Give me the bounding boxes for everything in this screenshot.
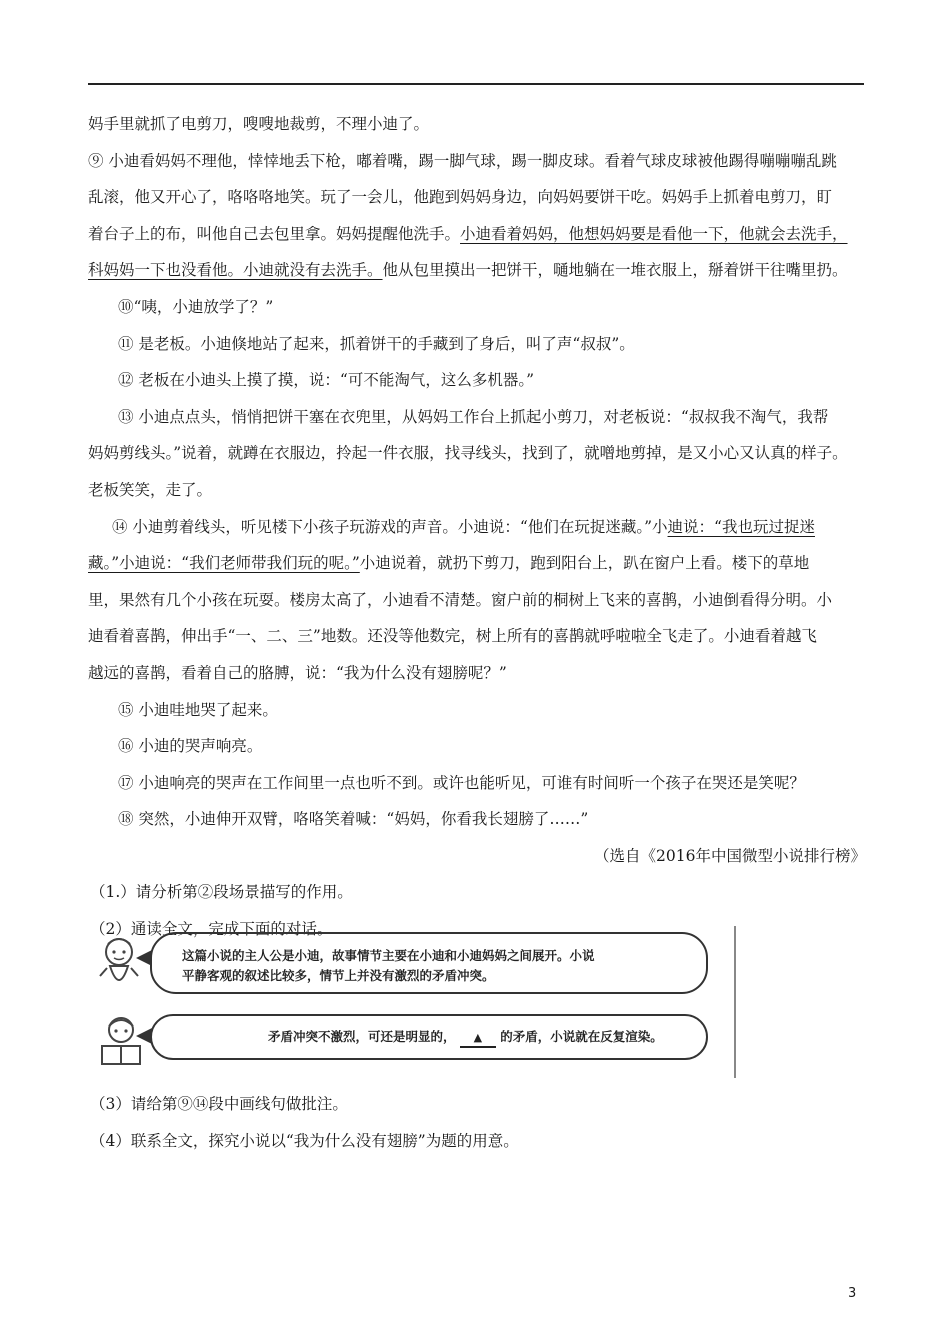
paragraph-9-line-3-text: 着台子上的布，叫他自己去包里拿。妈妈提醒他洗手。 xyxy=(88,224,461,243)
paragraph-13-line-1: ⑬ 小迪点点头，悄悄把饼干塞在衣兜里，从妈妈工作台上抓起小剪刀，对老板说：“叔叔我不淘气，我帮 xyxy=(118,407,829,426)
speech-bubble-2 xyxy=(150,1014,708,1060)
paragraph-9-line-1: ⑨ 小迪看妈妈不理他，悻悻地丢下枪，嘟着嘴，踢一脚气球，踢一脚皮球。看着气球皮球被他踢得嘣嘣嘣乱跳 xyxy=(88,151,837,170)
question-4: （4）联系全文，探究小说以“我为什么没有翅膀”为题的用意。 xyxy=(90,1131,519,1150)
paragraph-13-line-3: 老板笑笑，走了。 xyxy=(88,480,213,499)
article-body xyxy=(88,106,878,948)
bubble-1-tail xyxy=(136,950,152,966)
paragraph-13-line-2: 妈妈剪线头。”说着，就蹲在衣服边，拎起一件衣服，找寻线头，找到了，就噌地剪掉，是又小心又认真的样子。 xyxy=(88,444,848,463)
paragraph-14-line-1 xyxy=(88,509,878,546)
bubble-2-tail xyxy=(136,1028,152,1044)
paragraph-10: ⑩“咦，小迪放学了？” xyxy=(118,297,274,316)
dialog-line-2: 平静客观的叙述比较多，情节上并没有激烈的矛盾冲突。 xyxy=(182,968,495,983)
dialogue-figure xyxy=(88,926,736,1078)
paragraph-14-text-b: 小迪说着，就扔下剪刀，跑到阳台上，趴在窗户上看。楼下的草地 xyxy=(359,554,810,573)
paragraph-14-line-5: 越远的喜鹊，看着自己的胳膊，说：“我为什么没有翅膀呢？” xyxy=(88,663,507,682)
dialog-line-1: 这篇小说的主人公是小迪，故事情节主要在小迪和小迪妈妈之间展开。小说 xyxy=(182,948,595,963)
questions-after-figure xyxy=(88,1086,878,1159)
question-3: （3）请给第⑨⑭段中画线句做批注。 xyxy=(90,1095,348,1113)
underlined-sentence-9a: 小迪看着妈妈，他想妈妈要是看他一下，他就会去洗手， xyxy=(460,224,848,243)
paragraph-16: ⑯ 小迪的哭声响亮。 xyxy=(118,737,263,756)
source-citation: （选自《2016年中国微型小说排行榜》 xyxy=(594,846,866,865)
speech-bubble-1 xyxy=(150,932,708,994)
underlined-sentence-14b: 藏。”小迪说：“我们老师带我们玩的呢。” xyxy=(88,554,360,573)
underlined-sentence-9b: 科妈妈一下也没看他。 xyxy=(88,261,244,280)
question-1: （1.）请分析第②段场景描写的作用。 xyxy=(90,883,353,902)
paragraph-15: ⑮ 小迪哇地哭了起来。 xyxy=(118,700,278,719)
paragraph-8-end: 妈手里就抓了电剪刀，嗖嗖地裁剪，不理小迪了。 xyxy=(88,115,430,133)
paragraph-9-line-3 xyxy=(88,216,878,253)
underlined-sentence-14a: 迪说：“我也玩过捉迷 xyxy=(667,517,815,536)
paragraph-9-line-2: 乱滚，他又开心了，咯咯咯地笑。玩了一会儿，他跑到妈妈身边，向妈妈要饼干吃。妈妈手上抓着电剪刀，盯 xyxy=(88,188,833,207)
paragraph-14-line-3: 里，果然有几个小孩在玩耍。楼房太高了，小迪看不清楚。窗户前的桐树上飞来的喜鹊，小迪倒看得分明。小 xyxy=(88,590,833,609)
dialog-reply-a: 矛盾冲突不激烈，可还是明显的， xyxy=(268,1029,456,1044)
paragraph-12: ⑫ 老板在小迪头上摸了摸，说：“可不能淘气，这么多机器。” xyxy=(118,371,535,390)
question-2: （2）通读全文，完成下面的对话。 xyxy=(90,920,333,939)
paragraph-18: ⑱ 突然，小迪伸开双臂，咯咯笑着喊：“妈妈，你看我长翅膀了……” xyxy=(118,810,589,829)
paragraph-11: ⑪ 是老板。小迪倏地站了起来，抓着饼干的手藏到了身后，叫了声“叔叔”。 xyxy=(118,334,635,353)
paragraph-17: ⑰ 小迪响亮的哭声在工作间里一点也听不到。或许也能听见，可谁有时间听一个孩子在哭还是笑呢？ xyxy=(118,773,805,792)
paragraph-9-line-4 xyxy=(88,252,878,289)
answer-blank: ▲ xyxy=(460,1030,496,1048)
underlined-sentence-9c: 小迪就没有去洗手。 xyxy=(243,261,383,280)
page-number: 3 xyxy=(848,1286,857,1301)
paragraph-14-line-4: 迪看着喜鹊，伸出手“一、二、三”地数。还没等他数完，树上所有的喜鹊就呼啦啦全飞走了。小迪看着越飞 xyxy=(88,627,817,646)
paragraph-14-line-2 xyxy=(88,545,878,582)
header-rule xyxy=(88,83,864,85)
dialog-reply-b: 的矛盾，小说就在反复渲染。 xyxy=(500,1029,663,1044)
paragraph-14-text-a: ⑭ 小迪剪着线头，听见楼下小孩子玩游戏的声音。小迪说：“他们在玩捉迷藏。”小 xyxy=(112,517,668,536)
paragraph-9-tail: 他从包里摸出一把饼干，嗵地躺在一堆衣服上，掰着饼干往嘴里扔。 xyxy=(382,261,848,280)
